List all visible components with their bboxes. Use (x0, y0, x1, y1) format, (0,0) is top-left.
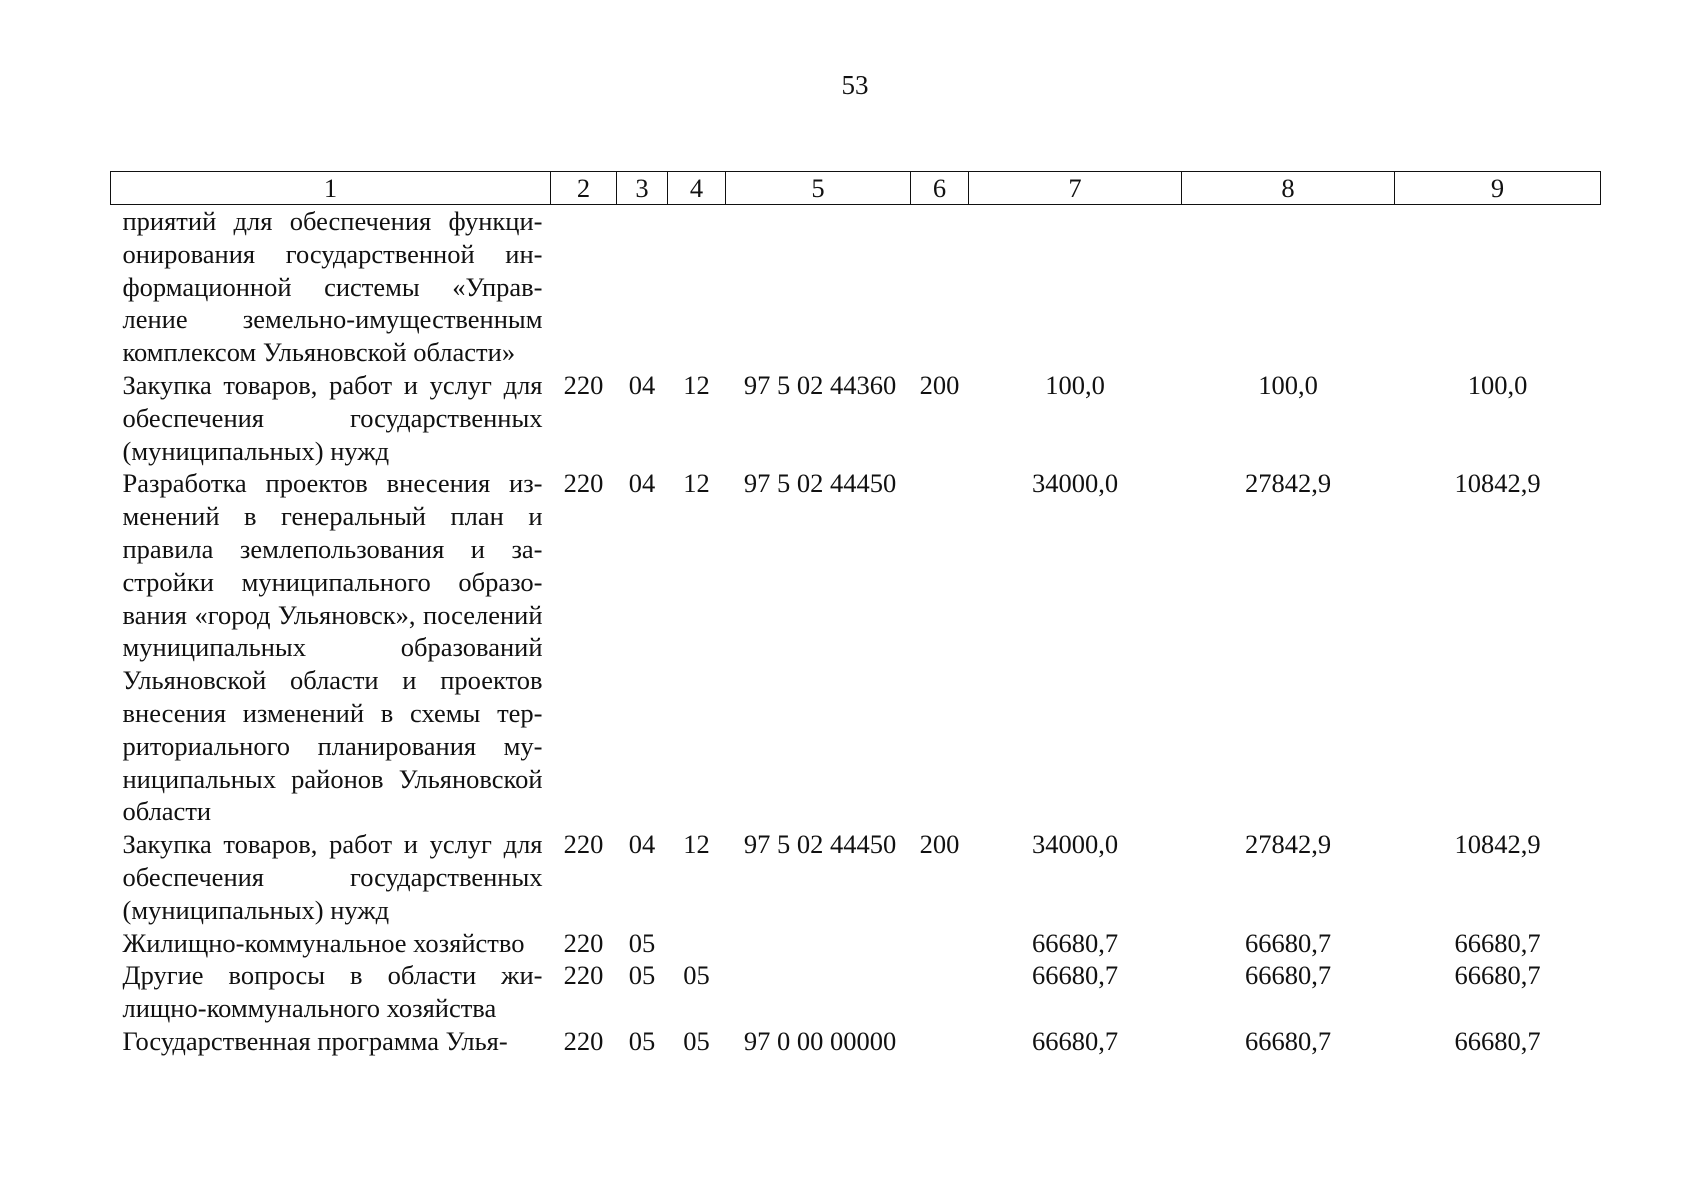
row-amount-col9: 100,0 (1467, 369, 1528, 400)
table-body (111, 205, 1601, 1058)
row-section-code: 04 (628, 829, 656, 860)
header-col-6: 6 (911, 172, 969, 205)
row-ministry-code: 220 (563, 927, 604, 958)
table-row (111, 959, 1601, 1025)
header-col-1: 1 (111, 172, 551, 205)
row-ministry-code: 220 (563, 1025, 604, 1056)
row-amount-col8: 66680,7 (1244, 927, 1332, 958)
row-amount-col8: 27842,9 (1244, 468, 1332, 499)
header-col-3: 3 (617, 172, 668, 205)
row-expense-type (911, 467, 969, 828)
row-subsection-code: 12 (683, 468, 710, 499)
row-amount-col7: 66680,7 (1031, 1025, 1119, 1056)
header-row (111, 172, 1601, 205)
row-amount-col9: 10842,9 (1454, 468, 1541, 499)
row-target-article (726, 959, 911, 1025)
row-name: Жилищно-коммунальное хозяйство (122, 927, 525, 958)
header-col-2: 2 (551, 172, 617, 205)
row-amount-col7: 34000,0 (1031, 829, 1119, 860)
row-expense-type (911, 927, 969, 960)
table-row (111, 927, 1601, 960)
header-col-4: 4 (668, 172, 726, 205)
row-name: приятий для обеспечения функционирования государственной информационной системы «Управление земельно-имущественным комплексом Ульяновской области» (122, 206, 543, 368)
row-expense-type (911, 959, 969, 1025)
row-section-code: 05 (628, 1025, 656, 1056)
row-amount-col7: 34000,0 (1031, 468, 1119, 499)
row-name: Государственная программа Улья- (122, 1025, 508, 1056)
row-amount-col9: 10842,9 (1454, 829, 1541, 860)
row-amount-col8: 66680,7 (1244, 1025, 1332, 1056)
row-expense-type: 200 (919, 829, 960, 860)
row-amount-col7: 100,0 (1045, 369, 1105, 400)
row-section-code: 05 (628, 927, 656, 958)
table-header (111, 172, 1601, 205)
row-target-article: 97 5 02 44450 (743, 468, 897, 499)
row-subsection-code (668, 927, 726, 960)
table-row (111, 369, 1601, 467)
row-amount-col8 (1182, 205, 1395, 369)
row-section-code: 04 (628, 468, 656, 499)
row-ministry-code: 220 (563, 829, 604, 860)
row-ministry-code (551, 205, 617, 369)
row-section-code: 04 (628, 369, 656, 400)
row-name: Другие вопросы в области жилищно-коммунального хозяйства (122, 960, 543, 1024)
row-amount-col7: 66680,7 (1031, 960, 1119, 991)
table-row (111, 467, 1601, 828)
table-row (111, 828, 1601, 926)
row-amount-col8: 66680,7 (1244, 960, 1332, 991)
row-target-article: 97 5 02 44360 (743, 369, 897, 400)
row-subsection-code (668, 205, 726, 369)
table-row (111, 1025, 1601, 1058)
header-col-5: 5 (726, 172, 911, 205)
row-expense-type (911, 205, 969, 369)
row-subsection-code: 12 (683, 829, 710, 860)
row-name: Разработка проектов внесения изменений в генеральный план и правила землепользования и застройки муниципального образования «город Ульяновск», поселений муниципальных образований Ульяновской области и проектов внесения изменений в схемы территориального планирования муниципальных районов Ульяновской области (122, 468, 543, 827)
row-expense-type: 200 (919, 369, 960, 400)
row-name: Закупка товаров, работ и услуг для обеспечения государственных (муниципальных) нужд (122, 369, 543, 466)
row-amount-col7: 66680,7 (1031, 927, 1119, 958)
row-ministry-code: 220 (563, 468, 604, 499)
row-ministry-code: 220 (563, 369, 604, 400)
row-subsection-code: 05 (683, 1025, 710, 1056)
row-amount-col8: 27842,9 (1244, 829, 1332, 860)
row-amount-col9: 66680,7 (1454, 1025, 1541, 1056)
row-amount-col7 (969, 205, 1182, 369)
budget-table (110, 171, 1601, 1058)
row-target-article (726, 927, 911, 960)
row-ministry-code: 220 (563, 960, 604, 991)
row-subsection-code: 12 (683, 369, 710, 400)
row-target-article: 97 5 02 44450 (743, 829, 897, 860)
table-row (111, 205, 1601, 369)
row-section-code (617, 205, 668, 369)
row-subsection-code: 05 (683, 960, 710, 991)
row-target-article (726, 205, 911, 369)
row-amount-col8: 100,0 (1258, 369, 1318, 400)
header-col-8: 8 (1182, 172, 1395, 205)
row-amount-col9 (1395, 205, 1601, 369)
row-amount-col9: 66680,7 (1454, 960, 1541, 991)
page-number: 53 (841, 70, 869, 100)
row-name: Закупка товаров, работ и услуг для обеспечения государственных (муниципальных) нужд (122, 829, 543, 925)
row-section-code: 05 (628, 960, 656, 991)
header-col-9: 9 (1395, 172, 1601, 205)
header-col-7: 7 (969, 172, 1182, 205)
row-target-article: 97 0 00 00000 (743, 1025, 897, 1056)
row-amount-col9: 66680,7 (1454, 927, 1541, 958)
row-expense-type (911, 1025, 969, 1058)
